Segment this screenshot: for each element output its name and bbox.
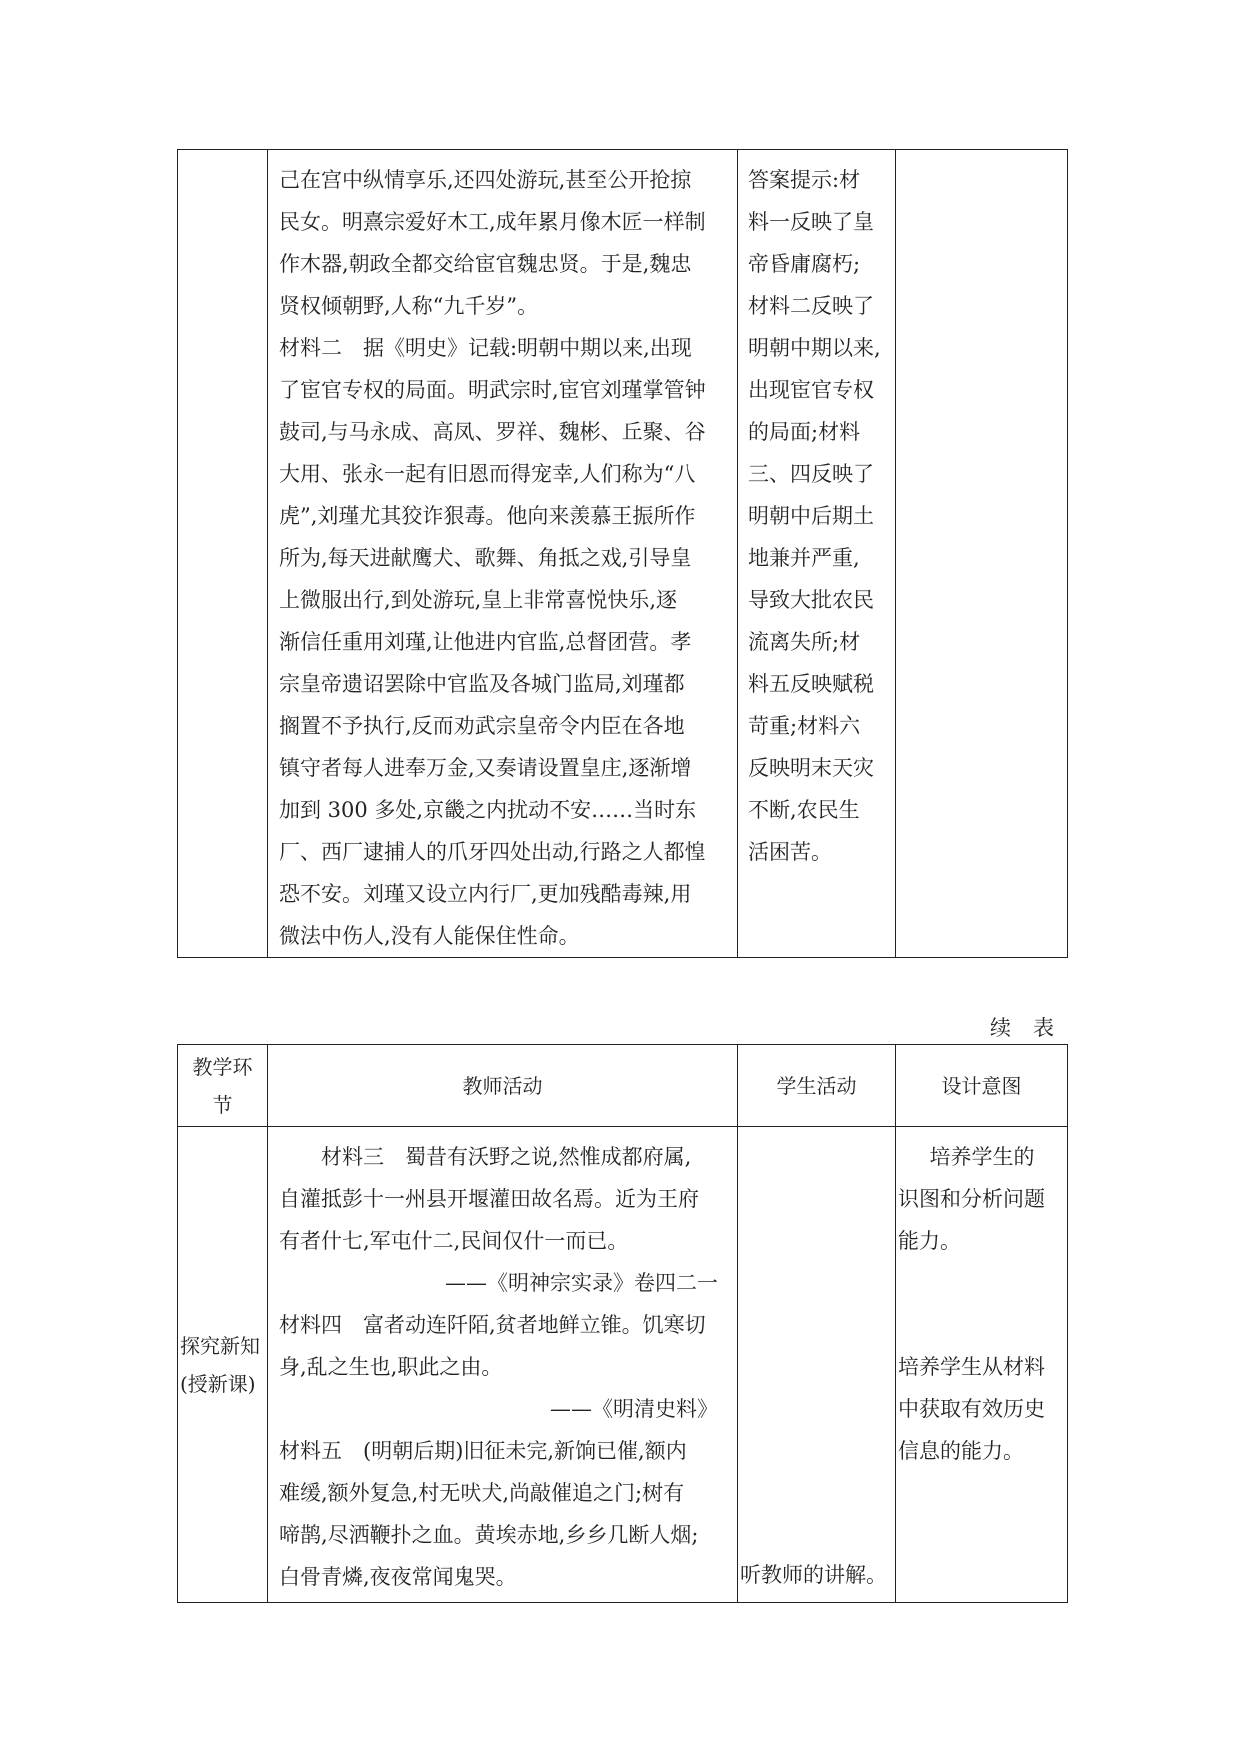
teacher-line: 厂、西厂逮捕人的爪牙四处出动,行路之人都惶: [279, 840, 706, 864]
student-line: 出现宦官专权: [748, 378, 874, 402]
header-student-activity: 学生活动: [738, 1045, 896, 1127]
material3-line: 材料三 蜀昔有沃野之说,然惟成都府属,: [321, 1145, 692, 1169]
teacher-line: 己在宫中纵情享乐,还四处游玩,甚至公开抢掠: [279, 168, 692, 192]
header-design-intent: 设计意图: [896, 1045, 1068, 1127]
design-intent-cell: [896, 1127, 1068, 1603]
student-activity-cell: [738, 150, 896, 958]
teacher-line: 微法中伤人,没有人能保住性命。: [279, 924, 580, 948]
material3-line: 自灌抵彭十一州县开堰灌田故名焉。近为王府: [279, 1187, 699, 1211]
teacher-line: 民女。明熹宗爱好木工,成年累月像木匠一样制: [279, 210, 706, 234]
material5-line: 难缓,额外复急,村无吠犬,尚敲催追之门;树有: [279, 1481, 685, 1505]
teacher-line: 贤权倾朝野,人称“九千岁”。: [279, 294, 539, 318]
student-line: 明朝中期以来,: [748, 336, 881, 360]
design-intent-line: 中获取有效历史: [898, 1397, 1045, 1421]
material3-line: 有者什七,军屯什二,民间仅什一而已。: [279, 1229, 629, 1253]
continued-label: 续表: [990, 1016, 1076, 1040]
design-intent-line: 培养学生从材料: [898, 1355, 1045, 1379]
teacher-line: 上微服出行,到处游玩,皇上非常喜悦快乐,逐: [279, 588, 678, 612]
student-line: 料五反映赋税: [748, 672, 874, 696]
student-line: 地兼并严重,: [748, 546, 860, 570]
student-line: 反映明末天灾: [748, 756, 874, 780]
student-line: 苛重;材料六: [748, 714, 861, 738]
teacher-line: 了宦官专权的局面。明武宗时,宦官刘瑾掌管钟: [279, 378, 706, 402]
material5-line: 材料五 (明朝后期)旧征未完,新饷已催,额内: [279, 1439, 687, 1463]
teacher-line: 鼓司,与马永成、高凤、罗祥、魏彬、丘聚、谷: [279, 420, 706, 444]
teacher-line: 加到 300 多处,京畿之内扰动不安……当时东: [279, 798, 697, 822]
student-line: 帝昏庸腐朽;: [748, 252, 861, 276]
material4-line: 材料四 富者动连阡陌,贫者地鲜立锥。饥寒切: [279, 1313, 706, 1337]
design-intent-line: 能力。: [898, 1229, 961, 1253]
design-intent-cell-empty: [896, 150, 1068, 958]
header-stage: 教学环节: [178, 1045, 268, 1127]
teacher-line: 大用、张永一起有旧恩而得宠幸,人们称为“八: [279, 462, 696, 486]
student-activity-cell: [738, 1127, 896, 1603]
student-line: 导致大批农民: [748, 588, 874, 612]
spacer: [898, 1262, 1063, 1346]
header-teacher-activity: 教师活动: [268, 1045, 738, 1127]
material3-source: ——《明神宗实录》卷四二一: [445, 1271, 718, 1295]
teacher-line: 所为,每天进献鹰犬、歌舞、角抵之戏,引导皇: [279, 546, 692, 570]
student-line: 材料二反映了: [748, 294, 874, 318]
teacher-line: 搁置不予执行,反而劝武宗皇帝令内臣在各地: [279, 714, 685, 738]
material5-line: 啼鹊,尽洒鞭扑之血。黄埃赤地,乡乡几断人烟;: [279, 1523, 699, 1547]
teacher-line: 渐信任重用刘瑾,让他进内官监,总督团营。孝: [279, 630, 692, 654]
table-header-row: [178, 1045, 1068, 1127]
stage-cell-empty: [178, 150, 268, 958]
material5-line: 白骨青燐,夜夜常闻鬼哭。: [279, 1565, 517, 1589]
material4-line: 身,乱之生也,职此之由。: [279, 1355, 503, 1379]
teacher-line: 材料二 据《明史》记载:明朝中期以来,出现: [279, 336, 692, 360]
teacher-line: 镇守者每人进奉万金,又奏请设置皇庄,逐渐增: [279, 756, 692, 780]
teacher-activity-cell: [268, 150, 738, 958]
student-line: 不断,农民生: [748, 798, 860, 822]
teacher-line: 虎”,刘瑾尤其狡诈狠毒。他向来羡慕王振所作: [279, 504, 696, 528]
lesson-table-part2: [177, 1044, 1068, 1603]
teacher-line: 宗皇帝遗诏罢除中官监及各城门监局,刘瑾都: [279, 672, 685, 696]
student-activity-text: 听教师的讲解。: [740, 1563, 887, 1587]
student-line: 料一反映了皇: [748, 210, 874, 234]
design-intent-line: 识图和分析问题: [898, 1187, 1045, 1211]
material4-source: ——《明清史料》: [550, 1397, 718, 1421]
table-body-row: [178, 1127, 1068, 1603]
design-intent-line: 信息的能力。: [898, 1439, 1024, 1463]
teacher-line: 恐不安。刘瑾又设立内行厂,更加残酷毒辣,用: [279, 882, 692, 906]
student-line: 答案提示:材: [748, 168, 861, 192]
student-line: 流离失所;材: [748, 630, 861, 654]
teacher-activity-cell: [268, 1127, 738, 1603]
student-line: 三、四反映了: [748, 462, 874, 486]
lesson-table-part1: [177, 149, 1068, 958]
design-intent-line: 培养学生的: [929, 1145, 1035, 1169]
teacher-line: 作木器,朝政全都交给宦官魏忠贤。于是,魏忠: [279, 252, 692, 276]
student-line: 活困苦。: [748, 840, 832, 864]
stage-cell: 探究新知(授新课): [178, 1127, 268, 1603]
student-line: 明朝中后期土: [748, 504, 874, 528]
student-line: 的局面;材料: [748, 420, 861, 444]
